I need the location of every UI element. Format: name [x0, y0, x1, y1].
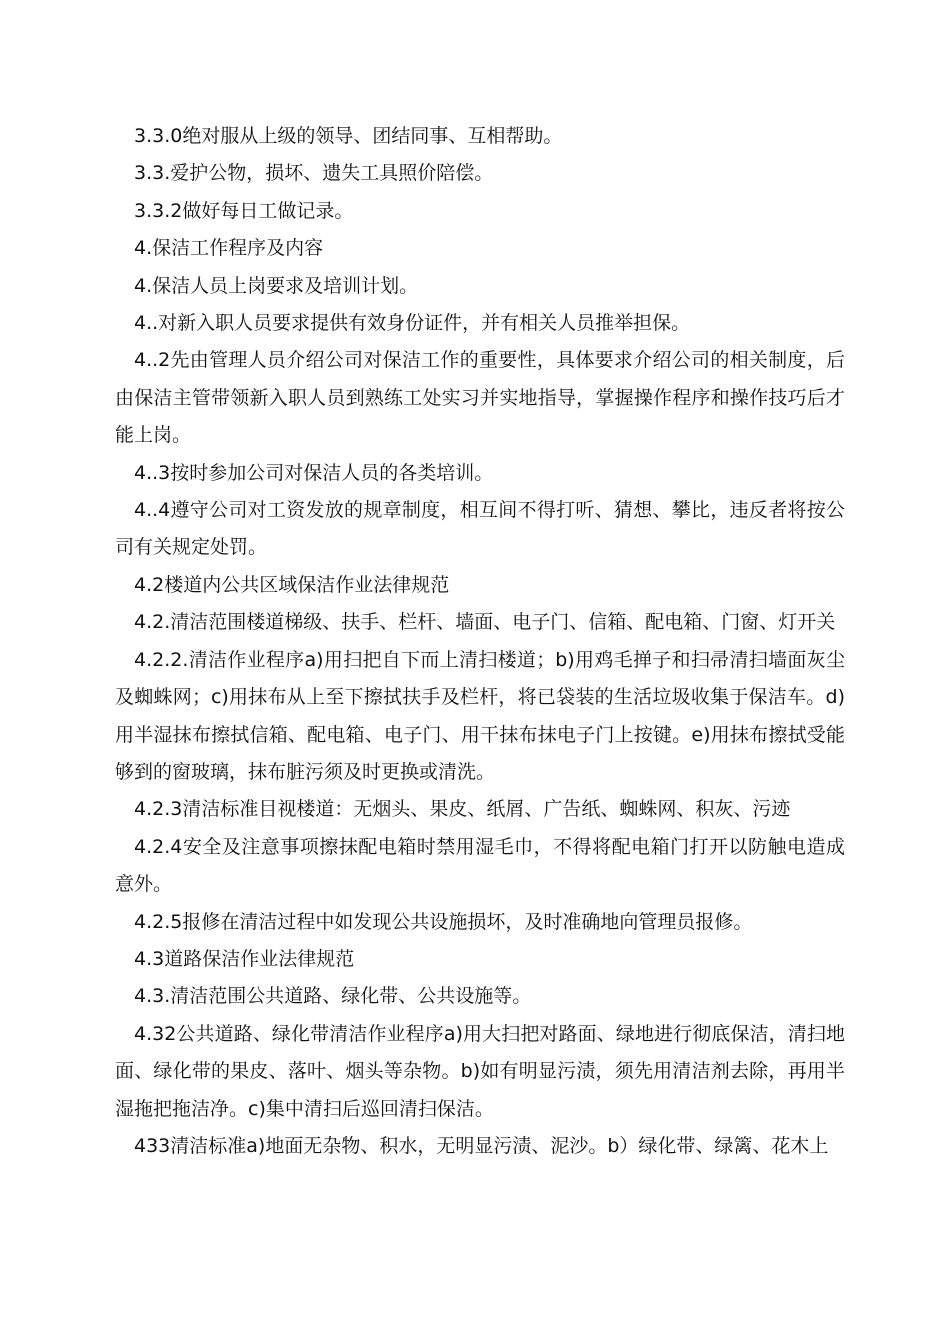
- paragraph-4-3-1: 4.3.清洁范围公共道路、绿化带、公共设施等。: [134, 985, 532, 1008]
- paragraph-3-3-1: 3.3.爱护公物，损坏、遗失工具照价陪偿。: [134, 162, 494, 185]
- document-page: [115, 118, 845, 1165]
- subheading-4-3: 4.3道路保洁作业法律规范: [134, 947, 355, 970]
- subheading-4-2: 4.2楼道内公共区域保洁作业法律规范: [134, 573, 450, 596]
- paragraph-4-2-5: 4.2.5报修在清洁过程中如发现公共设施损坏，及时准确地向管理员报修。: [134, 910, 753, 933]
- section-heading-4: 4.保洁工作程序及内容: [134, 237, 324, 260]
- paragraph-4-2-1: 4.2.清洁范围楼道梯级、扶手、栏杆、墙面、电子门、信箱、配电箱、门窗、灯开关: [134, 611, 836, 634]
- paragraph-4-2-3: 4.2.3清洁标准目视楼道：无烟头、果皮、纸屑、广告纸、蜘蛛网、积灰、污迹: [134, 798, 791, 821]
- paragraph-3-3-0: 3.3.0绝对服从上级的领导、团结同事、互相帮助。: [134, 125, 563, 147]
- paragraph-4-3-3: 433清洁标准a)地面无杂物、积水，无明显污渍、泥沙。b）绿化带、绿篱、花木上: [134, 1134, 829, 1157]
- paragraph-3-3-2: 3.3.2做好每日工做记录。: [134, 199, 354, 222]
- paragraph-4-3-2: 4.32公共道路、绿化带清洁作业程序a)用大扫把对路面、绿地进行彻底保洁，清扫地面、绿化带的果皮、落叶、烟头等杂物。b)如有明显污渍，须先用清洁剂去除，再用半湿拖把拖洁净。c)集中清扫后巡回清扫保洁。: [115, 1022, 845, 1120]
- paragraph-4-1-4: 4..4遵守公司对工资发放的规章制度，相互间不得打听、猜想、攀比，违反者将按公司有关规定处罚。: [115, 499, 845, 559]
- paragraph-4-1-3: 4..3按时参加公司对保洁人员的各类培训。: [134, 461, 494, 484]
- paragraph-4-2-4: 4.2.4安全及注意事项擦抹配电箱时禁用湿毛巾，不得将配电箱门打开以防触电造成意外。: [115, 835, 845, 896]
- subheading-4-1: 4.保洁人员上岗要求及培训计划。: [134, 274, 419, 297]
- paragraph-4-1-2: 4..2先由管理人员介绍公司对保洁工作的重要性，具体要求介绍公司的相关制度，后由保洁主管带领新入职人员到熟练工处实习并实地指导，掌握操作程序和操作技巧后才能上岗。: [115, 349, 845, 447]
- paragraph-4-2-2: 4.2.2.清洁作业程序a)用扫把自下而上清扫楼道；b)用鸡毛掸子和扫帚清扫墙面灰尘及蜘蛛网；c)用抹布从上至下擦拭扶手及栏杆，将已袋装的生活垃圾收集于保洁车。d)用半湿抹布擦拭信箱、配电箱、电子门、用干抹布抹电子门上按键。e)用抹布擦拭受能够到的窗玻璃，抹布脏污须及时更换或清洗。: [115, 648, 845, 783]
- paragraph-4-1-1: 4..对新入职人员要求提供有效身份证件，并有相关人员推举担保。: [134, 312, 691, 335]
